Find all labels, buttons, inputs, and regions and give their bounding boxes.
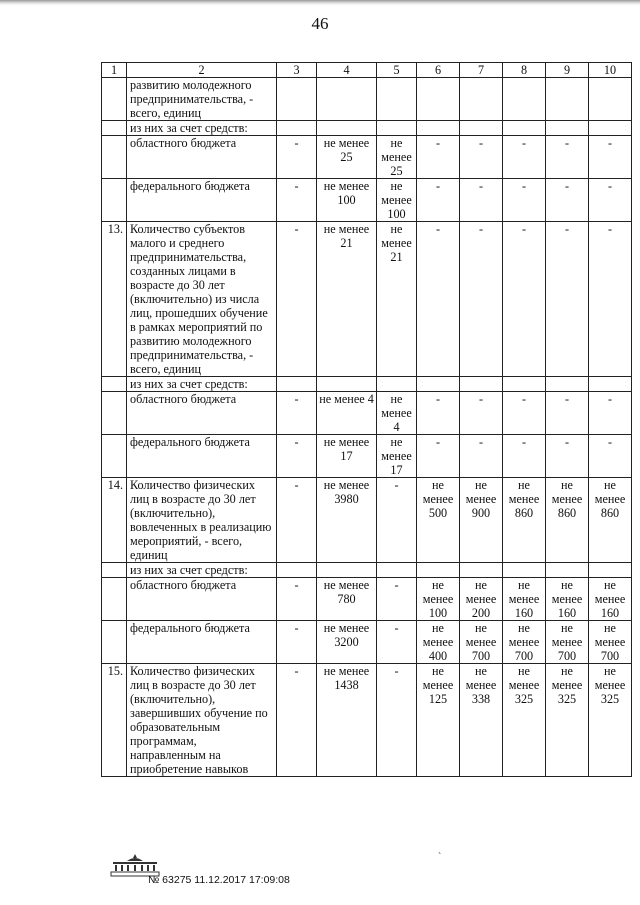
value-cell bbox=[589, 563, 632, 578]
value-cell bbox=[546, 392, 589, 435]
value-cell bbox=[317, 578, 377, 621]
value-cell bbox=[417, 136, 460, 179]
cell-value: не менее 3980 bbox=[323, 478, 370, 506]
cell-value: не менее 1438 bbox=[323, 664, 370, 692]
cell-value: - bbox=[294, 392, 299, 406]
cell-value: - bbox=[435, 222, 441, 236]
value-cell bbox=[417, 664, 460, 777]
cell-value: - bbox=[607, 222, 613, 236]
cell-value: - bbox=[435, 435, 441, 449]
value-cell bbox=[377, 392, 417, 435]
value-cell bbox=[417, 578, 460, 621]
row-number bbox=[102, 136, 127, 179]
value-cell bbox=[277, 621, 317, 664]
value-cell bbox=[417, 392, 460, 435]
value-cell bbox=[317, 392, 377, 435]
value-cell bbox=[503, 179, 546, 222]
header-cell-5: 5 bbox=[377, 63, 417, 78]
cell-value: не менее 700 bbox=[508, 621, 540, 663]
value-cell bbox=[503, 578, 546, 621]
value-cell bbox=[460, 563, 503, 578]
cell-value: - bbox=[521, 179, 527, 193]
value-cell bbox=[460, 478, 503, 563]
value-cell bbox=[377, 578, 417, 621]
value-cell bbox=[589, 78, 632, 121]
value-cell bbox=[277, 435, 317, 478]
cell-value: не менее 325 bbox=[594, 664, 626, 706]
cell-value: - bbox=[607, 179, 613, 193]
value-cell bbox=[277, 478, 317, 563]
cell-value: не менее 17 bbox=[323, 435, 370, 463]
indicator-name: Количество физических лиц в возрасте до 30 лет (включительно), завершивших обучение по образовательным программам, направленным на приобретение навыков bbox=[127, 664, 277, 777]
cell-value: не менее 160 bbox=[551, 578, 583, 620]
cell-value: не менее 100 bbox=[422, 578, 454, 620]
value-cell bbox=[589, 435, 632, 478]
value-cell bbox=[546, 222, 589, 377]
value-cell bbox=[546, 179, 589, 222]
value-cell bbox=[377, 478, 417, 563]
cell-value: - bbox=[294, 222, 299, 236]
cell-value: - bbox=[564, 136, 570, 150]
value-cell bbox=[317, 621, 377, 664]
cell-value: не менее 21 bbox=[323, 222, 370, 250]
value-cell bbox=[589, 621, 632, 664]
table-row bbox=[102, 478, 632, 563]
value-cell bbox=[460, 392, 503, 435]
indicator-name: Количество субъектов малого и среднего предпринимательства, созданных лицами в возрасте до 30 лет (включительно) из числа лиц, прошедших обучение в рамках мероприятий по развитию молодежного предпринимательства, - всего, единиц bbox=[127, 222, 277, 377]
row-number bbox=[102, 121, 127, 136]
value-cell bbox=[377, 621, 417, 664]
value-cell bbox=[417, 121, 460, 136]
indicator-name: федерального бюджета bbox=[127, 179, 277, 222]
table-row bbox=[102, 578, 632, 621]
value-cell bbox=[377, 435, 417, 478]
value-cell bbox=[417, 435, 460, 478]
value-cell bbox=[317, 435, 377, 478]
value-cell bbox=[460, 136, 503, 179]
value-cell bbox=[277, 121, 317, 136]
value-cell bbox=[317, 563, 377, 578]
value-cell bbox=[589, 222, 632, 377]
value-cell bbox=[589, 179, 632, 222]
value-cell bbox=[317, 222, 377, 377]
cell-value: - bbox=[564, 179, 570, 193]
indicator-name: Количество физических лиц в возрасте до 30 лет (включительно), вовлеченных в реализацию мероприятий, - всего, единиц bbox=[127, 478, 277, 563]
value-cell bbox=[417, 377, 460, 392]
cell-value: - bbox=[435, 136, 441, 150]
cell-value: не менее 400 bbox=[422, 621, 454, 663]
cell-value: не менее 700 bbox=[594, 621, 626, 663]
indicator-name: федерального бюджета bbox=[127, 435, 277, 478]
cell-value: - bbox=[294, 435, 299, 449]
value-cell bbox=[546, 121, 589, 136]
header-row bbox=[102, 63, 632, 78]
header-cell-2: 2 bbox=[127, 63, 277, 78]
value-cell bbox=[317, 179, 377, 222]
cell-value: не менее 25 bbox=[323, 136, 370, 164]
value-cell bbox=[589, 377, 632, 392]
value-cell bbox=[460, 121, 503, 136]
cell-value: не менее 125 bbox=[422, 664, 454, 706]
cell-value: - bbox=[564, 435, 570, 449]
indicator-name: областного бюджета bbox=[127, 136, 277, 179]
cell-value: - bbox=[478, 222, 484, 236]
value-cell bbox=[546, 563, 589, 578]
row-number: 13. bbox=[102, 222, 127, 377]
cell-value: - bbox=[521, 392, 527, 406]
cell-value: - bbox=[564, 392, 570, 406]
cell-value: - bbox=[564, 222, 570, 236]
value-cell bbox=[503, 563, 546, 578]
indicator-name: федерального бюджета bbox=[127, 621, 277, 664]
value-cell bbox=[277, 578, 317, 621]
value-cell bbox=[317, 377, 377, 392]
cell-value: не менее 860 bbox=[508, 478, 540, 520]
value-cell bbox=[546, 78, 589, 121]
value-cell bbox=[589, 478, 632, 563]
cell-value: не менее 700 bbox=[465, 621, 497, 663]
value-cell bbox=[546, 478, 589, 563]
cell-value: - bbox=[607, 435, 613, 449]
value-cell bbox=[377, 563, 417, 578]
cell-value: - bbox=[394, 578, 399, 592]
cell-value: - bbox=[478, 435, 484, 449]
cell-value: - bbox=[294, 478, 299, 492]
value-cell bbox=[277, 136, 317, 179]
cell-value: не менее 4 bbox=[381, 392, 412, 434]
cell-value: не менее 160 bbox=[594, 578, 626, 620]
value-cell bbox=[277, 664, 317, 777]
cell-value: не менее 25 bbox=[381, 136, 412, 178]
value-cell bbox=[460, 377, 503, 392]
cell-value: не менее 17 bbox=[381, 435, 412, 477]
document-stamp: № 63275 11.12.2017 17:09:08 bbox=[148, 874, 290, 886]
cell-value: не менее 325 bbox=[551, 664, 583, 706]
value-cell bbox=[546, 664, 589, 777]
value-cell bbox=[377, 222, 417, 377]
table-row bbox=[102, 563, 632, 578]
cell-value: не менее 325 bbox=[508, 664, 540, 706]
value-cell bbox=[277, 222, 317, 377]
value-cell bbox=[589, 121, 632, 136]
cell-value: не менее 100 bbox=[323, 179, 370, 207]
value-cell bbox=[460, 664, 503, 777]
value-cell bbox=[460, 179, 503, 222]
header-cell-10: 10 bbox=[589, 63, 632, 78]
cell-value: - bbox=[394, 664, 399, 678]
value-cell bbox=[417, 563, 460, 578]
value-cell bbox=[503, 377, 546, 392]
cell-value: не менее 338 bbox=[465, 664, 497, 706]
value-cell bbox=[546, 435, 589, 478]
cell-value: - bbox=[521, 136, 527, 150]
cell-value: - bbox=[607, 392, 613, 406]
value-cell bbox=[277, 392, 317, 435]
value-cell bbox=[589, 664, 632, 777]
value-cell bbox=[546, 578, 589, 621]
row-number: 15. bbox=[102, 664, 127, 777]
value-cell bbox=[460, 578, 503, 621]
cell-value: не менее 3200 bbox=[323, 621, 370, 649]
cell-value: - bbox=[394, 621, 399, 635]
value-cell bbox=[317, 664, 377, 777]
value-cell bbox=[417, 78, 460, 121]
value-cell bbox=[417, 179, 460, 222]
table-row bbox=[102, 392, 632, 435]
indicator-name: областного бюджета bbox=[127, 392, 277, 435]
value-cell bbox=[503, 121, 546, 136]
value-cell bbox=[377, 78, 417, 121]
row-number bbox=[102, 563, 127, 578]
value-cell bbox=[277, 563, 317, 578]
scan-edge bbox=[0, 0, 640, 10]
indicator-name: развитию молодежного предпринимательства, - всего, единиц bbox=[127, 78, 277, 121]
indicator-name: из них за счет средств: bbox=[127, 121, 277, 136]
header-cell-6: 6 bbox=[417, 63, 460, 78]
cell-value: не менее 700 bbox=[551, 621, 583, 663]
value-cell bbox=[503, 222, 546, 377]
value-cell bbox=[503, 621, 546, 664]
table-row bbox=[102, 377, 632, 392]
value-cell bbox=[589, 578, 632, 621]
value-cell bbox=[277, 377, 317, 392]
row-number bbox=[102, 621, 127, 664]
row-number bbox=[102, 435, 127, 478]
header-cell-4: 4 bbox=[317, 63, 377, 78]
cell-value: не менее 200 bbox=[465, 578, 497, 620]
value-cell bbox=[503, 664, 546, 777]
cell-value: - bbox=[294, 621, 299, 635]
header-cell-8: 8 bbox=[503, 63, 546, 78]
header-cell-1: 1 bbox=[102, 63, 127, 78]
cell-value: не менее 4 bbox=[319, 392, 374, 406]
header-cell-7: 7 bbox=[460, 63, 503, 78]
value-cell bbox=[589, 136, 632, 179]
cell-value: - bbox=[478, 392, 484, 406]
value-cell bbox=[377, 136, 417, 179]
value-cell bbox=[503, 136, 546, 179]
value-cell bbox=[589, 392, 632, 435]
table-row bbox=[102, 136, 632, 179]
indicators-table bbox=[101, 62, 632, 777]
value-cell bbox=[546, 621, 589, 664]
value-cell bbox=[377, 179, 417, 222]
cell-value: - bbox=[394, 478, 399, 492]
cell-value: - bbox=[607, 136, 613, 150]
value-cell bbox=[503, 78, 546, 121]
value-cell bbox=[417, 621, 460, 664]
cell-value: - bbox=[521, 435, 527, 449]
value-cell bbox=[317, 136, 377, 179]
cell-value: - bbox=[435, 392, 441, 406]
cell-value: - bbox=[521, 222, 527, 236]
value-cell bbox=[277, 78, 317, 121]
cell-value: - bbox=[294, 578, 299, 592]
cell-value: не менее 860 bbox=[551, 478, 583, 520]
cell-value: не менее 500 bbox=[422, 478, 454, 520]
row-number bbox=[102, 578, 127, 621]
value-cell bbox=[460, 222, 503, 377]
value-cell bbox=[417, 222, 460, 377]
indicator-name: из них за счет средств: bbox=[127, 377, 277, 392]
table-row bbox=[102, 78, 632, 121]
value-cell bbox=[377, 121, 417, 136]
cell-value: не менее 100 bbox=[381, 179, 412, 221]
table-body bbox=[102, 63, 632, 777]
header-cell-9: 9 bbox=[546, 63, 589, 78]
row-number bbox=[102, 377, 127, 392]
scan-mark: ` bbox=[438, 852, 442, 863]
value-cell bbox=[417, 478, 460, 563]
cell-value: не менее 860 bbox=[594, 478, 626, 520]
table-row bbox=[102, 435, 632, 478]
value-cell bbox=[377, 377, 417, 392]
value-cell bbox=[546, 377, 589, 392]
cell-value: - bbox=[478, 179, 484, 193]
value-cell bbox=[460, 435, 503, 478]
cell-value: не менее 21 bbox=[381, 222, 412, 264]
row-number bbox=[102, 179, 127, 222]
table-row bbox=[102, 621, 632, 664]
indicator-name: областного бюджета bbox=[127, 578, 277, 621]
cell-value: не менее 780 bbox=[323, 578, 370, 606]
value-cell bbox=[460, 621, 503, 664]
row-number bbox=[102, 78, 127, 121]
cell-value: - bbox=[294, 664, 299, 678]
value-cell bbox=[503, 435, 546, 478]
value-cell bbox=[377, 664, 417, 777]
cell-value: - bbox=[294, 136, 299, 150]
cell-value: - bbox=[435, 179, 441, 193]
row-number: 14. bbox=[102, 478, 127, 563]
table-row bbox=[102, 179, 632, 222]
page-number: 46 bbox=[311, 14, 329, 33]
value-cell bbox=[503, 392, 546, 435]
table-row bbox=[102, 222, 632, 377]
header-cell-3: 3 bbox=[277, 63, 317, 78]
value-cell bbox=[277, 179, 317, 222]
value-cell bbox=[317, 121, 377, 136]
value-cell bbox=[317, 478, 377, 563]
cell-value: не менее 900 bbox=[465, 478, 497, 520]
cell-value: - bbox=[478, 136, 484, 150]
value-cell bbox=[503, 478, 546, 563]
value-cell bbox=[460, 78, 503, 121]
table-row bbox=[102, 664, 632, 777]
cell-value: - bbox=[294, 179, 299, 193]
value-cell bbox=[546, 136, 589, 179]
table-row bbox=[102, 121, 632, 136]
indicator-name: из них за счет средств: bbox=[127, 563, 277, 578]
value-cell bbox=[317, 78, 377, 121]
cell-value: не менее 160 bbox=[508, 578, 540, 620]
row-number bbox=[102, 392, 127, 435]
